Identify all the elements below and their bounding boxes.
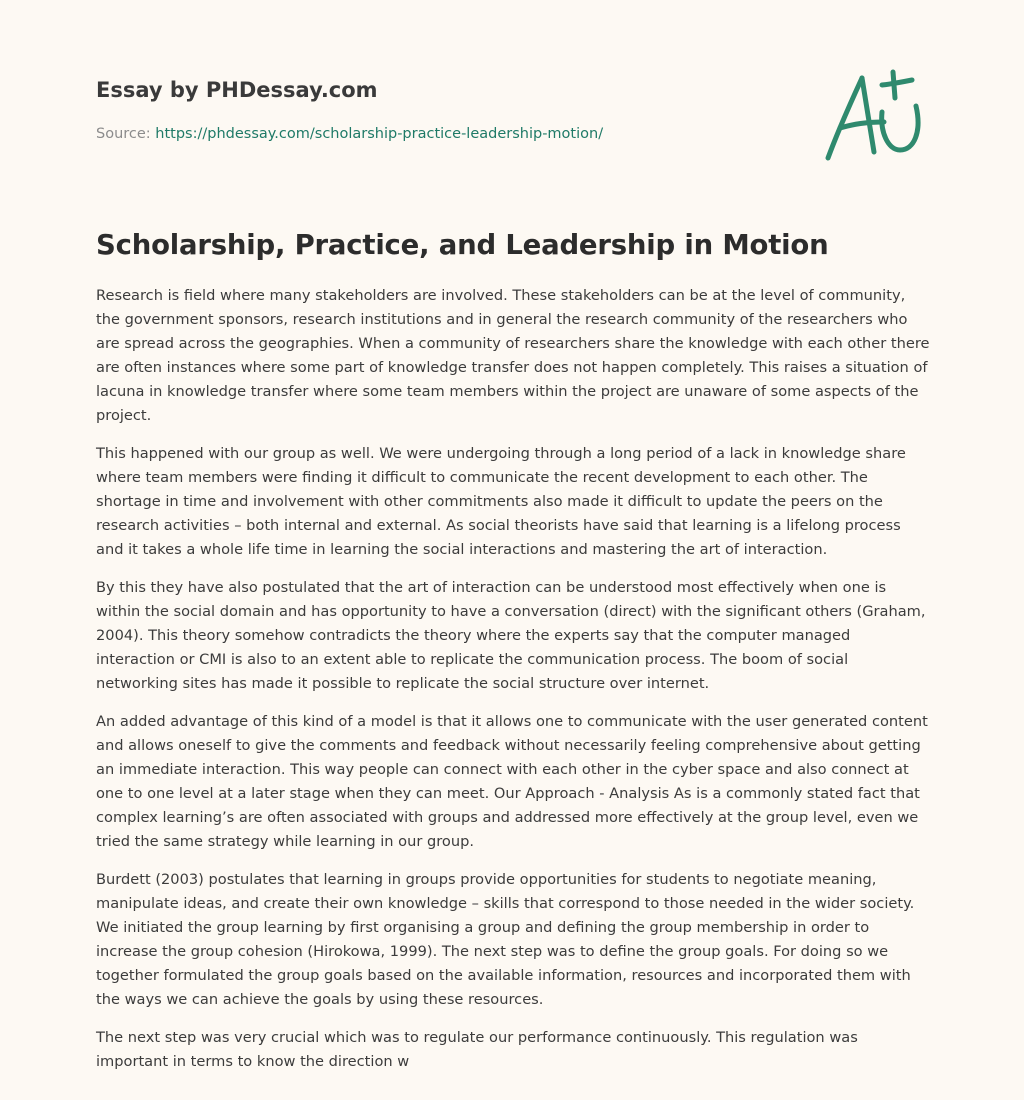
source-line <box>96 124 796 144</box>
essay-paragraph: The next step was very crucial which was to regulate our performance continuously. This regulation was important in terms to know the direction w <box>96 1029 858 1070</box>
source-label: Source: <box>96 126 156 142</box>
essay-paragraph: Research is field where many stakeholders are involved. These stakeholders can be at the level of community, the government sponsors, research institutions and in general the research community of the researchers who are spread across the geographies. When a community of researchers share the knowledge with each other there are often instances where some part of knowledge transfer does not happen completely. This raises a situation of lacuna in knowledge transfer where some team members within the project are unaware of some aspects of the project. <box>96 287 930 424</box>
essay-paragraph: By this they have also postulated that the art of interaction can be understood most effectively when one is within the social domain and has opportunity to have a conversation (direct) with the significant others (Graham, 2004). This theory somehow contradicts the theory where the experts say that the computer managed interaction or CMI is also to an extent able to replicate the communication process. The boom of social networking sites has made it possible to replicate the social structure over internet. <box>96 579 926 692</box>
a-plus-logo-icon <box>818 66 930 166</box>
essay-title: Scholarship, Practice, and Leadership in Motion <box>96 229 829 261</box>
site-title: Essay by PHDessay.com <box>96 78 378 102</box>
page-header <box>96 76 796 144</box>
source-link[interactable]: https://phdessay.com/scholarship-practice-leadership-motion/ <box>155 126 604 142</box>
essay-body <box>96 284 932 1088</box>
essay-paragraph: An added advantage of this kind of a model is that it allows one to communicate with the user generated content and allows oneself to give the comments and feedback without necessarily feeling comprehensive about getting an immediate interaction. This way people can connect with each other in the cyber space and also connect at one to one level at a later stage when they can meet. Our Approach - Analysis As is a commonly stated fact that complex learning’s are often associated with groups and addressed more effectively at the group level, even we tried the same strategy while learning in our group. <box>96 713 928 850</box>
essay-paragraph: This happened with our group as well. We were undergoing through a long period of a lack in knowledge share where team members were finding it difficult to communicate the recent development to each other. The shortage in time and involvement with other commitments also made it difficult to update the peers on the research activities – both internal and external. As social theorists have said that learning is a lifelong process and it takes a whole life time in learning the social interactions and mastering the art of interaction. <box>96 445 906 558</box>
essay-paragraph: Burdett (2003) postulates that learning in groups provide opportunities for students to negotiate meaning, manipulate ideas, and create their own knowledge – skills that correspond to those needed in the wider society. We initiated the group learning by first organising a group and defining the group membership in order to increase the group cohesion (Hirokowa, 1999). The next step was to define the group goals. For doing so we together formulated the group goals based on the available information, resources and incorporated them with the ways we can achieve the goals by using these resources. <box>96 871 915 1008</box>
